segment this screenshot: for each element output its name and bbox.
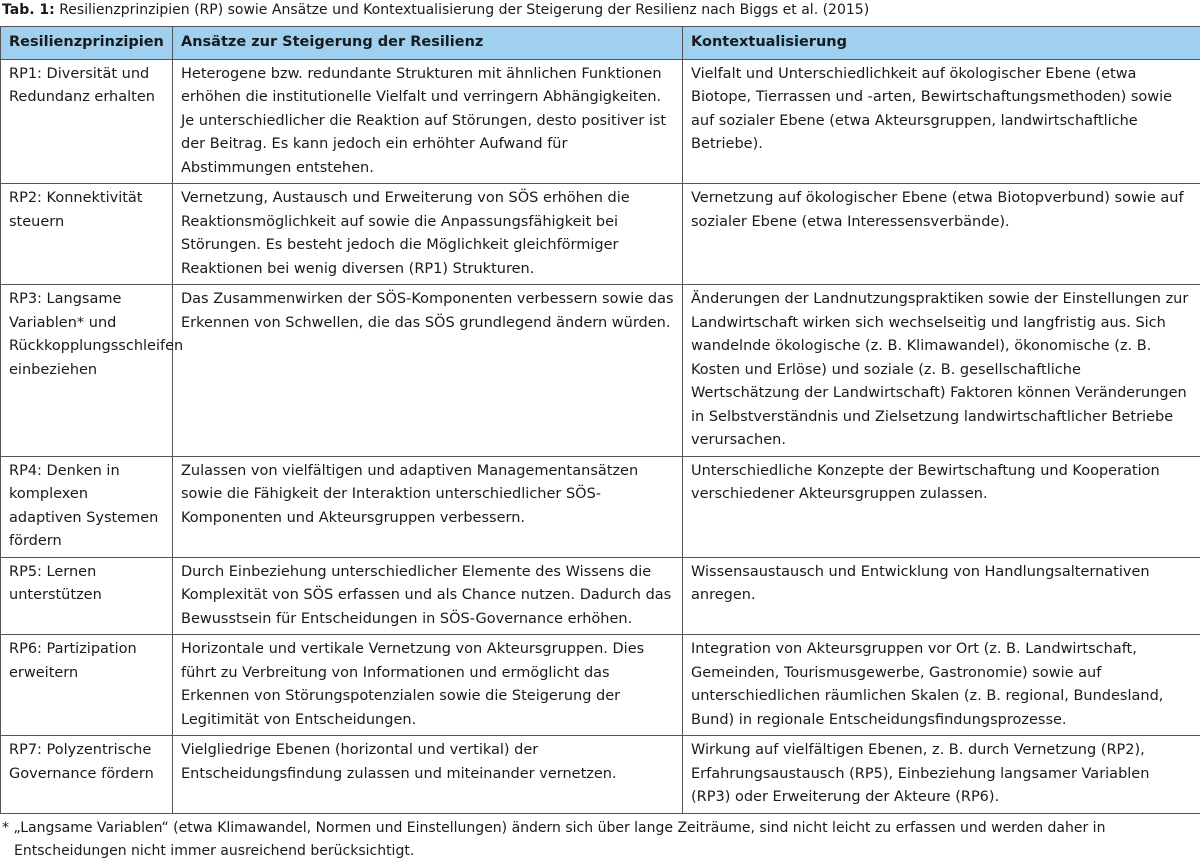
principle-cell: RP1: Diversität und Redundanz erhalten bbox=[1, 59, 173, 184]
context-cell: Vernetzung auf ökologischer Ebene (etwa Biotopverbund) sowie auf sozialer Ebene (etwa Interessensverbände). bbox=[683, 184, 1200, 285]
header-context: Kontextualisierung bbox=[683, 27, 1200, 60]
principle-cell: RP6: Partizipation erweitern bbox=[1, 635, 173, 736]
header-principles: Resilienzprinzipien bbox=[1, 27, 173, 60]
context-cell: Integration von Akteursgruppen vor Ort (z. B. Landwirtschaft, Gemeinden, Tourismusgewerbe, Gastronomie) sowie auf unterschiedlichen räumlichen Skalen (z. B. regional, Bundesland, Bund) in regionale Entscheidungsfindungsprozesse. bbox=[683, 635, 1200, 736]
table-row bbox=[1, 59, 1200, 184]
approach-cell: Vernetzung, Austausch und Erweiterung von SÖS erhöhen die Reaktionsmöglichkeit auf sowie die Anpassungsfähigkeit bei Störungen. Es besteht jedoch die Möglichkeit gleichförmiger Reaktionen bei wenig diversen (RP1) Strukturen. bbox=[173, 184, 683, 285]
approach-cell: Das Zusammenwirken der SÖS-Komponenten verbessern sowie das Erkennen von Schwellen, die das SÖS grundlegend ändern würden. bbox=[173, 285, 683, 457]
table-caption bbox=[2, 0, 1200, 22]
principle-cell: RP7: Polyzentrische Governance fördern bbox=[1, 736, 173, 814]
approach-cell: Horizontale und vertikale Vernetzung von Akteursgruppen. Dies führt zu Verbreitung von Informationen und ermöglicht das Erkennen von Störungspotenzialen sowie die Steigerung der Legitimität von Entscheidungen. bbox=[173, 635, 683, 736]
principle-cell: RP4: Denken in komplexen adaptiven Systemen fördern bbox=[1, 456, 173, 557]
context-cell: Wirkung auf vielfältigen Ebenen, z. B. durch Vernetzung (RP2), Erfahrungsaustausch (RP5), Einbeziehung langsamer Variablen (RP3) oder Erweiterung der Akteure (RP6). bbox=[683, 736, 1200, 814]
table-row bbox=[1, 456, 1200, 557]
principle-cell: RP3: Langsame Variablen* und Rückkopplungsschleifen einbeziehen bbox=[1, 285, 173, 457]
principle-cell: RP2: Konnektivität steuern bbox=[1, 184, 173, 285]
approach-cell: Vielgliedrige Ebenen (horizontal und vertikal) der Entscheidungsfindung zulassen und miteinander vernetzen. bbox=[173, 736, 683, 814]
context-cell: Änderungen der Landnutzungspraktiken sowie der Einstellungen zur Landwirtschaft wirken sich wechselseitig und langfristig aus. Sich wandelnde ökologische (z. B. Klimawandel), ökonomische (z. B. Kosten und Erlöse) und soziale (z. B. gesellschaftliche Wertschätzung der Landwirtschaft) Faktoren können Veränderungen in Selbstverständnis und Zielsetzung landwirtschaftlicher Betriebe verursachen. bbox=[683, 285, 1200, 457]
table-row bbox=[1, 184, 1200, 285]
table-row bbox=[1, 736, 1200, 814]
resilience-table bbox=[0, 26, 1200, 814]
table-header-row bbox=[1, 27, 1200, 60]
caption-label: Tab. 1: bbox=[2, 2, 55, 18]
table-row bbox=[1, 635, 1200, 736]
footnote: * „Langsame Variablen“ (etwa Klimawandel, Normen und Einstellungen) ändern sich über lange Zeiträume, sind nicht leicht zu erfassen und werden daher in Entscheidungen nicht immer ausreichend berücksichtigt. bbox=[2, 817, 1194, 863]
approach-cell: Zulassen von vielfältigen und adaptiven Managementansätzen sowie die Fähigkeit der Interaktion unterschiedlicher SÖS-Komponenten und Akteursgruppen verbessern. bbox=[173, 456, 683, 557]
header-approaches: Ansätze zur Steigerung der Resilienz bbox=[173, 27, 683, 60]
context-cell: Unterschiedliche Konzepte der Bewirtschaftung und Kooperation verschiedener Akteursgruppen zulassen. bbox=[683, 456, 1200, 557]
caption-text: Resilienzprinzipien (RP) sowie Ansätze und Kontextualisierung der Steigerung der Resilienz nach Biggs et al. (2015) bbox=[55, 2, 869, 18]
table-row bbox=[1, 285, 1200, 457]
approach-cell: Heterogene bzw. redundante Strukturen mit ähnlichen Funktionen erhöhen die institutionelle Vielfalt und verringern Abhängigkeiten. Je unterschiedlicher die Reaktion auf Störungen, desto positiver ist der Beitrag. Es kann jedoch ein erhöhter Aufwand für Abstimmungen entstehen. bbox=[173, 59, 683, 184]
context-cell: Wissensaustausch und Entwicklung von Handlungsalternativen anregen. bbox=[683, 557, 1200, 635]
approach-cell: Durch Einbeziehung unterschiedlicher Elemente des Wissens die Komplexität von SÖS erfassen und als Chance nutzen. Dadurch das Bewusstsein für Entscheidungen in SÖS-Governance erhöhen. bbox=[173, 557, 683, 635]
principle-cell: RP5: Lernen unterstützen bbox=[1, 557, 173, 635]
table-row bbox=[1, 557, 1200, 635]
context-cell: Vielfalt und Unterschiedlichkeit auf ökologischer Ebene (etwa Biotope, Tierrassen und -arten, Bewirtschaftungsmethoden) sowie auf sozialer Ebene (etwa Akteursgruppen, landwirtschaftliche Betriebe). bbox=[683, 59, 1200, 184]
